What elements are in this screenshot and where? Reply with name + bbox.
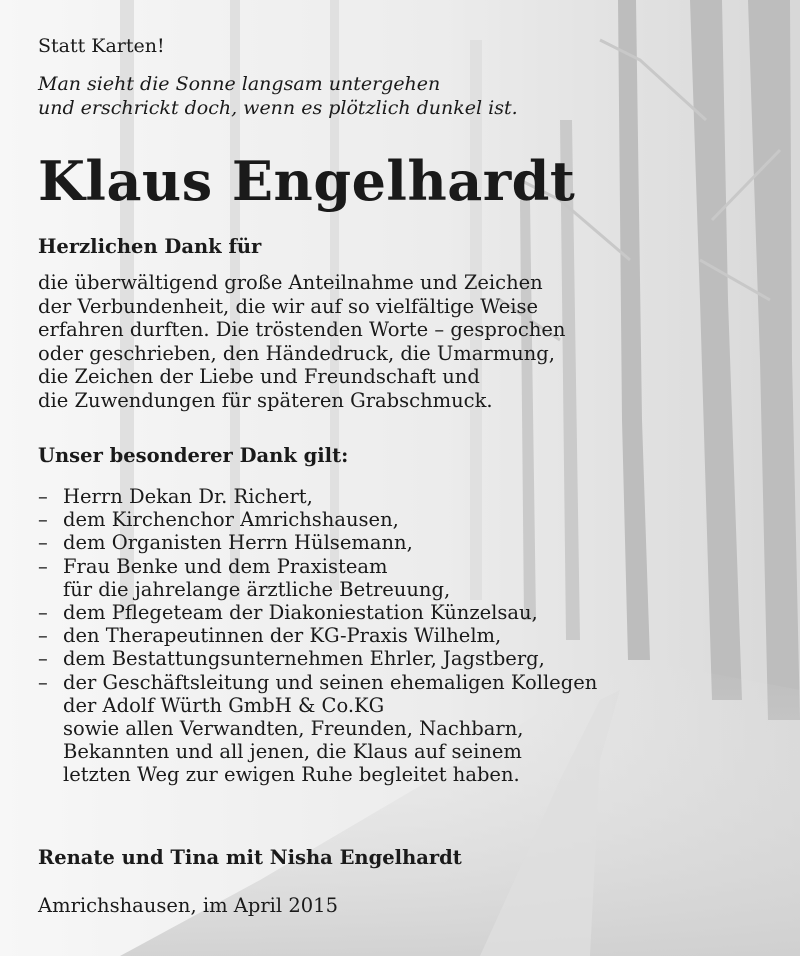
list-item [38,671,597,694]
list-dash: – [38,554,48,578]
list-dash: – [38,670,48,694]
thanks-line-2: der Verbundenheit, die wir auf so vielfältige Weise [38,294,539,318]
signatories: Renate und Tina mit Nisha Engelhardt [38,846,462,869]
intro-line: Statt Karten! [38,35,165,57]
list-dash: – [38,485,48,508]
list-item [38,601,597,624]
list-dash: – [38,601,48,625]
closing-line-3 [38,763,597,786]
list-item [38,624,597,647]
list-item-continuation [38,578,597,601]
thanks-line-4: oder geschrieben, den Händedruck, die Umarmung, [38,341,555,365]
motto-line-2: und erschrickt doch, wenn es plötzlich dunkel ist. [38,97,518,119]
list-item-text: der Geschäftsleitung und seinen ehemaligen Kollegen [63,670,598,694]
list-item-continuation-text: der Adolf Würth GmbH & Co.KG [63,693,385,717]
list-item-text: Herrn Dekan Dr. Richert, [63,485,313,508]
motto-line-1: Man sieht die Sonne langsam untergehen [38,73,441,95]
list-dash: – [38,531,48,555]
list-item-continuation [38,694,597,717]
list-item [38,647,597,670]
list-item-continuation-text: für die jahrelange ärztliche Betreuung, [63,577,451,601]
list-item-text: den Therapeutinnen der KG-Praxis Wilhelm, [63,624,502,648]
place-and-date: Amrichshausen, im April 2015 [38,894,338,917]
thanks-line-1: die überwältigend große Anteilnahme und Zeichen [38,271,543,294]
thanks-list [38,485,597,787]
closing-line-2 [38,740,597,763]
list-item [38,555,597,578]
closing-line-1 [38,717,597,740]
closing-line-text: sowie allen Verwandten, Freunden, Nachbarn, [63,717,524,741]
thanks-heading: Herzlichen Dank für [38,235,262,258]
list-item-text: Frau Benke und dem Praxisteam [63,554,388,578]
thanks-line-6: die Zuwendungen für späteren Grabschmuck. [38,388,493,412]
list-item-text: dem Kirchenchor Amrichshausen, [63,508,399,532]
list-item [38,485,597,508]
list-item [38,531,597,554]
thanks-line-3: erfahren durften. Die tröstenden Worte – gesprochen [38,318,566,341]
special-thanks-heading: Unser besonderer Dank gilt: [38,444,349,467]
closing-line-text: letzten Weg zur ewigen Ruhe begleitet haben. [63,763,520,787]
list-dash: – [38,624,48,648]
list-item-text: dem Organisten Herrn Hülsemann, [63,531,413,555]
list-item-text: dem Pflegeteam der Diakoniestation Künzelsau, [63,601,538,625]
deceased-name: Klaus Engelhardt [38,149,576,213]
list-dash: – [38,647,48,671]
list-dash: – [38,508,48,532]
thanks-line-5: die Zeichen der Liebe und Freundschaft und [38,365,480,388]
closing-line-text: Bekannten und all jenen, die Klaus auf seinem [63,740,522,764]
list-item [38,508,597,531]
list-item-text: dem Bestattungsunternehmen Ehrler, Jagstberg, [63,647,545,671]
